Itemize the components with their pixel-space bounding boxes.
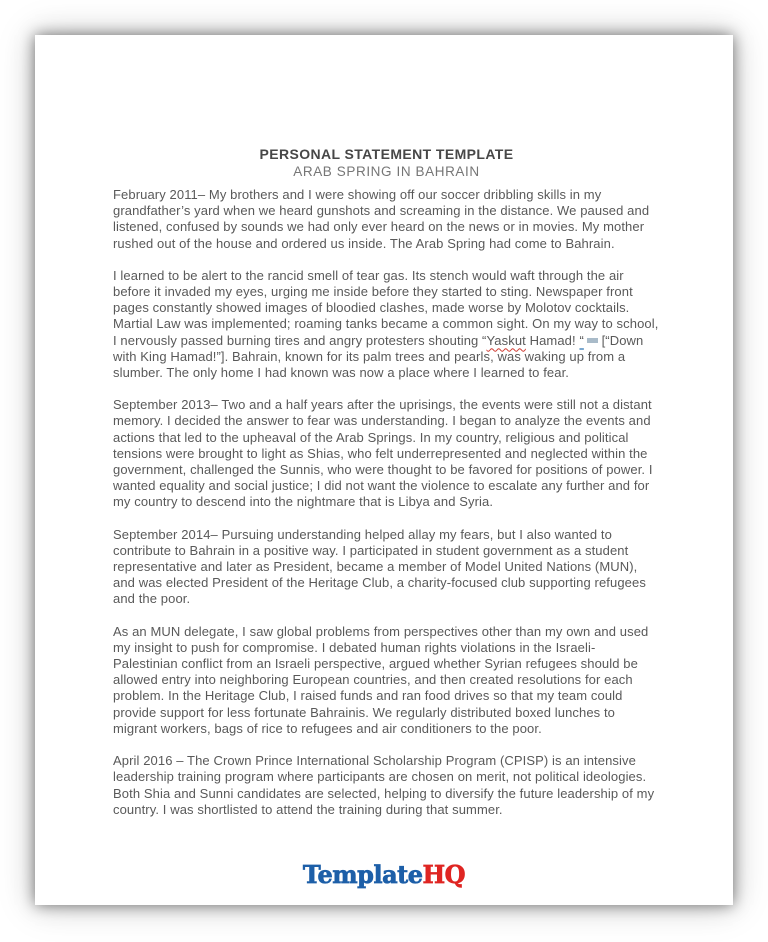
paragraph-mun-delegate [113, 624, 660, 737]
paragraph-text: As an MUN delegate, I saw global problems from perspectives other than my own and used my insight to push for compromise. I debated human rights violations in the Israeli-Palestinian conflict from an Israeli perspective, argued whether Syrian refugees should be allowed entry into neighboring European countries, and then created resolutions for each problem. In the Heritage Club, I raised funds and ran food drives so that my team could provide support for less fortunate Bahrainis. We regularly distributed boxed lunches to migrant workers, bags of rice to refugees and air conditioners to the poor. [113, 623, 649, 736]
document-body [113, 187, 660, 818]
paragraph-text: April 2016 – The Crown Prince International Scholarship Program (CPISP) is an intensive leadership training program where participants are chosen on merit, not political ideologies. Both Shia and Sunni candidates are selected, helping to diversify the future leadership of my country. I was shortlisted to attend the training during that summer. [113, 753, 655, 817]
paragraph-text: September 2014– Pursuing understanding helped allay my fears, but I also wanted to contribute to Bahrain in a positive way. I participated in student government as a student representative and later as President, became a member of Model United Nations (MUN), and was elected President of the Heritage Club, a charity-focused club supporting refugees and the poor. [113, 526, 646, 607]
tracked-quote-mark: “ [579, 332, 584, 348]
document-subtitle: ARAB SPRING IN BAHRAIN [293, 164, 480, 179]
paragraph-september-2014 [113, 527, 660, 608]
paragraph-tear-gas [113, 268, 660, 381]
document-page [35, 35, 733, 905]
misspelled-word: Yaskut [486, 332, 526, 348]
logo-text-primary: Template [302, 860, 423, 889]
paragraph-april-2016 [113, 753, 660, 818]
paragraph-february-2011 [113, 187, 660, 252]
paragraph-text: September 2013– Two and a half years after the uprisings, the events were still not a distant memory. I decided the answer to fear was understanding. I began to analyze the events and actions that led to the upheaval of the Arab Springs. In my country, religious and political tensions were brought to light as Shias, who felt underrepresented and neglected within the government, challenged the Sunnis, who were thought to be favored for positions of power. I wanted equality and social justice; I did not want the violence to escalate any further and for my country to descend into the nightmare that is Libya and Syria. [113, 397, 653, 510]
paragraph-text: [“Down with King Hamad!”]. Bahrain, known for its palm trees and pearls, was waking up from a slumber. The only home I had known was now a place where I learned to fear. [113, 332, 644, 381]
paragraph-text: I learned to be alert to the rancid smell of tear gas. Its stench would waft through the air before it invaded my eyes, urging me inside before they started to sting. Newspaper front pages constantly showed images of bloodied clashes, made worse by Molotov cocktails. Martial Law was implemented; roaming tanks became a common sight. On my way to school, I nervously passed burning tires and angry protesters shouting “ [113, 267, 659, 348]
paragraph-text: Hamad! [525, 332, 580, 348]
logo-text-accent: HQ [422, 860, 466, 889]
document-title: PERSONAL STATEMENT TEMPLATE [259, 146, 514, 162]
paragraph-september-2013 [113, 397, 660, 510]
templatehq-logo [35, 860, 733, 889]
paragraph-text: February 2011– My brothers and I were showing off our soccer dribbling skills in my grandfather’s yard when we heard gunshots and screaming in the distance. We paused and listened, confused by sounds we had only ever heard on the news or in movies. My mother rushed out of the house and ordered us inside. The Arab Spring had come to Bahrain. [113, 187, 650, 251]
comment-marker [587, 338, 598, 343]
